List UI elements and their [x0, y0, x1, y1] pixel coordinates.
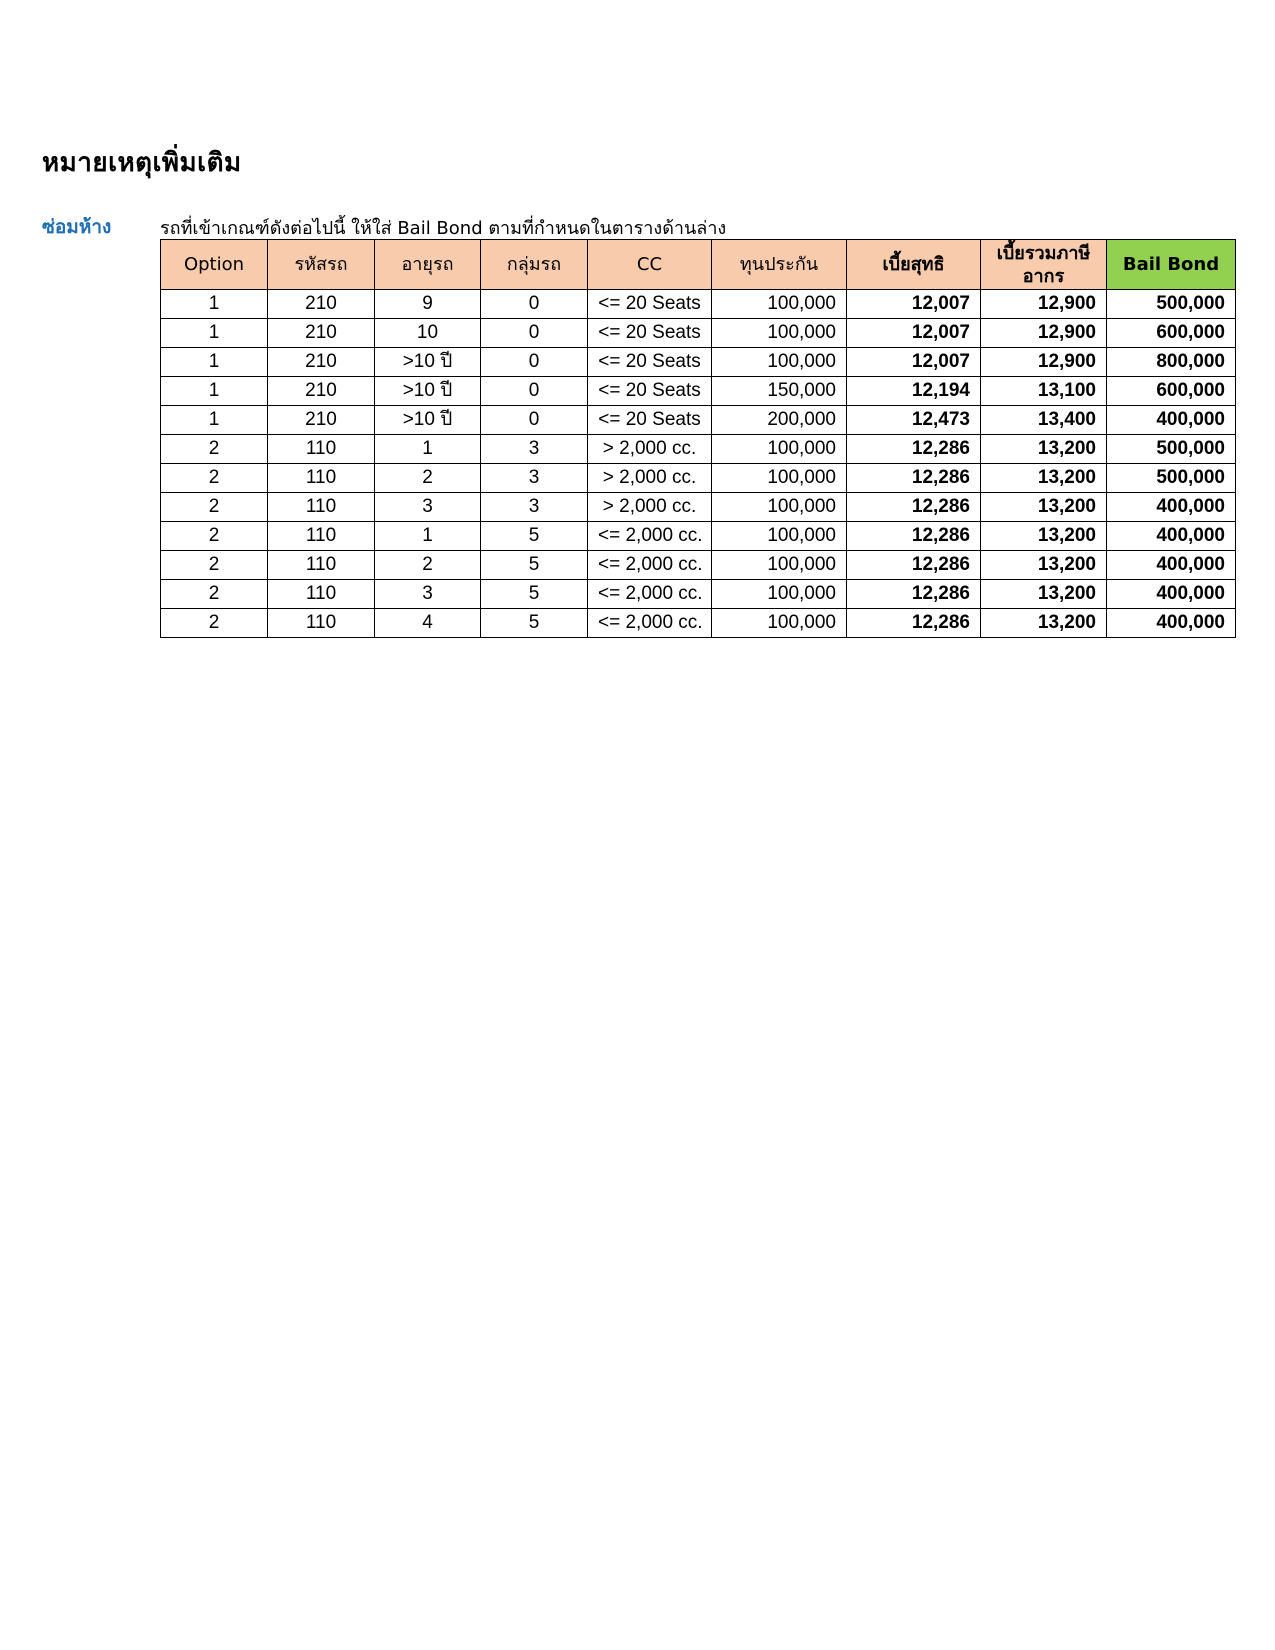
table-row [161, 377, 1236, 406]
cell-net-premium: 12,473 [847, 406, 981, 435]
cell-sum-insured: 100,000 [712, 290, 847, 319]
cell-vehicle-age: 3 [375, 493, 481, 522]
table-row [161, 319, 1236, 348]
cell-net-premium: 12,007 [847, 290, 981, 319]
cell-bail-bond: 800,000 [1107, 348, 1236, 377]
cell-sum-insured: 100,000 [712, 435, 847, 464]
cell-vehicle-age: 2 [375, 551, 481, 580]
cell-option: 1 [161, 377, 268, 406]
cell-vehicle-group: 0 [481, 377, 588, 406]
cell-bail-bond: 400,000 [1107, 406, 1236, 435]
cell-vehicle-age: >10 ปี [375, 377, 481, 406]
table-row [161, 464, 1236, 493]
cell-vehicle-age: >10 ปี [375, 348, 481, 377]
header-net-premium: เบี้ยสุทธิ [847, 240, 981, 290]
header-vehicle-code: รหัสรถ [268, 240, 375, 290]
cell-vehicle-code: 110 [268, 522, 375, 551]
header-sum-insured: ทุนประกัน [712, 240, 847, 290]
bail-bond-table [160, 239, 1236, 638]
header-vehicle-group: กลุ่มรถ [481, 240, 588, 290]
cell-cc: <= 20 Seats [588, 377, 712, 406]
table-row [161, 522, 1236, 551]
cell-bail-bond: 400,000 [1107, 609, 1236, 638]
cell-net-premium: 12,194 [847, 377, 981, 406]
cell-bail-bond: 600,000 [1107, 319, 1236, 348]
cell-vehicle-code: 110 [268, 551, 375, 580]
cell-vehicle-group: 0 [481, 290, 588, 319]
table-row [161, 551, 1236, 580]
cell-vehicle-code: 110 [268, 435, 375, 464]
cell-sum-insured: 100,000 [712, 464, 847, 493]
cell-vehicle-group: 5 [481, 580, 588, 609]
cell-net-premium: 12,286 [847, 551, 981, 580]
cell-cc: <= 20 Seats [588, 319, 712, 348]
cell-cc: <= 20 Seats [588, 348, 712, 377]
cell-net-premium: 12,286 [847, 609, 981, 638]
cell-sum-insured: 150,000 [712, 377, 847, 406]
cell-vehicle-group: 5 [481, 551, 588, 580]
cell-option: 1 [161, 406, 268, 435]
table-row [161, 406, 1236, 435]
cell-option: 2 [161, 609, 268, 638]
cell-vehicle-age: 3 [375, 580, 481, 609]
cell-total-premium: 13,200 [981, 522, 1107, 551]
cell-vehicle-group: 3 [481, 493, 588, 522]
table-row [161, 609, 1236, 638]
cell-total-premium: 13,200 [981, 435, 1107, 464]
header-cc: CC [588, 240, 712, 290]
cell-bail-bond: 600,000 [1107, 377, 1236, 406]
table-row [161, 290, 1236, 319]
cell-total-premium: 13,100 [981, 377, 1107, 406]
cell-vehicle-code: 210 [268, 290, 375, 319]
table-row [161, 493, 1236, 522]
header-vehicle-age: อายุรถ [375, 240, 481, 290]
cell-vehicle-age: 9 [375, 290, 481, 319]
cell-total-premium: 13,200 [981, 464, 1107, 493]
cell-vehicle-group: 0 [481, 348, 588, 377]
cell-cc: <= 2,000 cc. [588, 522, 712, 551]
cell-option: 1 [161, 319, 268, 348]
header-bail-bond: Bail Bond [1107, 240, 1236, 290]
cell-cc: > 2,000 cc. [588, 493, 712, 522]
cell-vehicle-code: 110 [268, 580, 375, 609]
cell-total-premium: 13,200 [981, 551, 1107, 580]
cell-cc: > 2,000 cc. [588, 464, 712, 493]
cell-bail-bond: 500,000 [1107, 290, 1236, 319]
cell-vehicle-age: 4 [375, 609, 481, 638]
cell-option: 2 [161, 522, 268, 551]
cell-vehicle-code: 210 [268, 348, 375, 377]
table-row [161, 435, 1236, 464]
cell-option: 2 [161, 551, 268, 580]
table-body [161, 290, 1236, 638]
cell-vehicle-group: 5 [481, 609, 588, 638]
cell-vehicle-age: 10 [375, 319, 481, 348]
cell-bail-bond: 400,000 [1107, 551, 1236, 580]
table-row [161, 348, 1236, 377]
cell-total-premium: 12,900 [981, 348, 1107, 377]
cell-bail-bond: 400,000 [1107, 522, 1236, 551]
cell-bail-bond: 500,000 [1107, 464, 1236, 493]
cell-total-premium: 13,200 [981, 493, 1107, 522]
cell-vehicle-age: 1 [375, 435, 481, 464]
cell-total-premium: 12,900 [981, 290, 1107, 319]
cell-bail-bond: 400,000 [1107, 493, 1236, 522]
cell-vehicle-group: 3 [481, 464, 588, 493]
cell-vehicle-age: >10 ปี [375, 406, 481, 435]
cell-option: 2 [161, 464, 268, 493]
cell-vehicle-age: 1 [375, 522, 481, 551]
cell-net-premium: 12,286 [847, 580, 981, 609]
cell-cc: <= 2,000 cc. [588, 609, 712, 638]
cell-option: 2 [161, 493, 268, 522]
cell-sum-insured: 100,000 [712, 493, 847, 522]
section-label: ซ่อมห้าง [42, 216, 112, 238]
cell-sum-insured: 100,000 [712, 319, 847, 348]
cell-sum-insured: 100,000 [712, 348, 847, 377]
cell-vehicle-group: 0 [481, 319, 588, 348]
page-title: หมายเหตุเพิ่มเติม [42, 148, 242, 178]
cell-net-premium: 12,007 [847, 319, 981, 348]
cell-cc: <= 2,000 cc. [588, 551, 712, 580]
cell-option: 2 [161, 435, 268, 464]
cell-sum-insured: 100,000 [712, 580, 847, 609]
cell-sum-insured: 200,000 [712, 406, 847, 435]
table-row [161, 580, 1236, 609]
cell-sum-insured: 100,000 [712, 609, 847, 638]
cell-vehicle-code: 110 [268, 493, 375, 522]
section-description: รถที่เข้าเกณฑ์ดังต่อไปนี้ ให้ใส่ Bail Bond ตามที่กำหนดในตารางด้านล่าง [160, 218, 727, 239]
cell-vehicle-age: 2 [375, 464, 481, 493]
cell-net-premium: 12,286 [847, 464, 981, 493]
cell-bail-bond: 400,000 [1107, 580, 1236, 609]
table-header-row [161, 240, 1236, 290]
cell-total-premium: 13,200 [981, 609, 1107, 638]
cell-cc: <= 20 Seats [588, 290, 712, 319]
cell-option: 2 [161, 580, 268, 609]
cell-bail-bond: 500,000 [1107, 435, 1236, 464]
cell-total-premium: 13,400 [981, 406, 1107, 435]
header-option: Option [161, 240, 268, 290]
cell-net-premium: 12,286 [847, 435, 981, 464]
cell-vehicle-group: 3 [481, 435, 588, 464]
cell-sum-insured: 100,000 [712, 522, 847, 551]
cell-total-premium: 13,200 [981, 580, 1107, 609]
cell-cc: <= 2,000 cc. [588, 580, 712, 609]
cell-vehicle-code: 210 [268, 377, 375, 406]
cell-cc: > 2,000 cc. [588, 435, 712, 464]
cell-option: 1 [161, 290, 268, 319]
cell-vehicle-code: 210 [268, 319, 375, 348]
cell-vehicle-group: 0 [481, 406, 588, 435]
cell-cc: <= 20 Seats [588, 406, 712, 435]
cell-vehicle-code: 110 [268, 609, 375, 638]
header-total-premium: เบี้ยรวมภาษีอากร [981, 240, 1107, 290]
cell-net-premium: 12,286 [847, 522, 981, 551]
cell-vehicle-code: 110 [268, 464, 375, 493]
cell-net-premium: 12,286 [847, 493, 981, 522]
cell-vehicle-group: 5 [481, 522, 588, 551]
cell-total-premium: 12,900 [981, 319, 1107, 348]
cell-vehicle-code: 210 [268, 406, 375, 435]
cell-sum-insured: 100,000 [712, 551, 847, 580]
cell-option: 1 [161, 348, 268, 377]
cell-net-premium: 12,007 [847, 348, 981, 377]
